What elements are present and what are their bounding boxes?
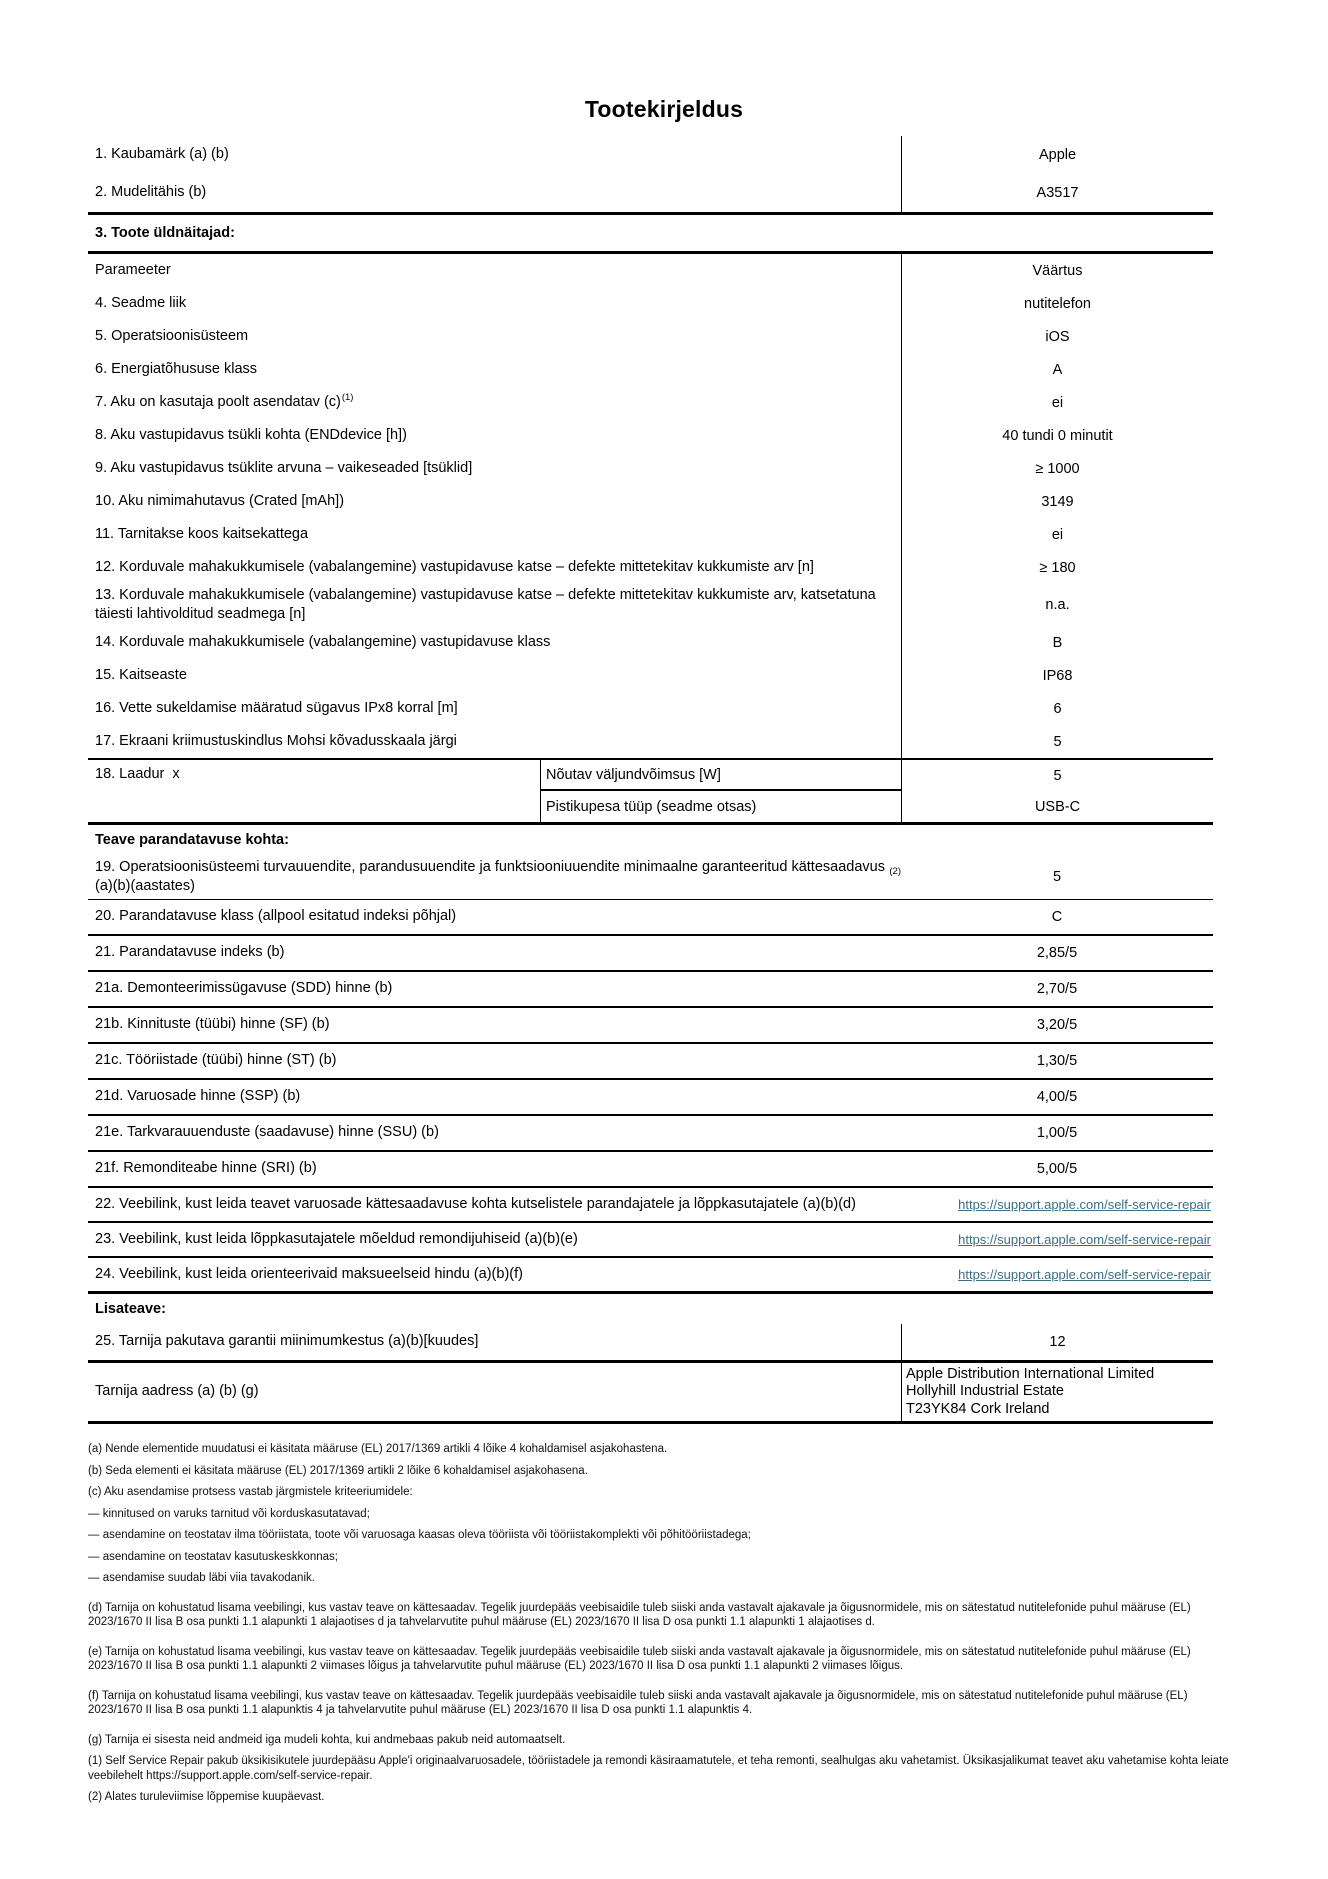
row-label: 1. Kaubamärk (a) (b) [95, 146, 229, 163]
address-line: T23YK84 Cork Ireland [906, 1400, 1050, 1417]
supplier-address [901, 1363, 1213, 1421]
footnote: (a) Nende elementide muudatusi ei käsitata määruse (EL) 2017/1369 artikli 4 lõike 4 kohaldamisel asjakohastena. [88, 1443, 668, 1455]
page-title: Tootekirjeldus [584, 96, 744, 122]
row-label: 9. Aku vastupidavus tsüklite arvuna – vaikeseaded [tsüklid] [95, 459, 473, 476]
column-header-value: Väärtus [901, 254, 1213, 287]
footnotes [88, 1442, 1240, 1805]
brand-model-block [88, 136, 1213, 215]
charger-subrow-label: Pistikupesa tüüp (seadme otsas) [540, 791, 901, 822]
footnote: (e) Tarnija on kohustatud lisama veebilingi, kus vastav teave on kättesaadav. Tegelik juurdepääs veebisaidile tuleb siiski anda vastavalt ajakavale ja õigusnormidele, mis on sätestatud nutitelefonide puhul määruse (EL) 2023/1670 II lisa B osa punkti 1.1 alapunkti 2 viimases lõigus ja tahvelarvutite puhul määruse (EL) 2023/1670 II lisa D osa punkti 1.1 alapunkti 2 viimases lõigus. [88, 1645, 1191, 1672]
row-label: 14. Korduvale mahakukkumisele (vabalangemine) vastupidavuse klass [95, 633, 551, 650]
table-row [88, 659, 1213, 692]
row-label: 18. Laadur x [95, 766, 180, 782]
row-value: 2,70/5 [1036, 981, 1078, 997]
row-label: 20. Parandatavuse klass (allpool esitatud indeksi põhjal) [95, 908, 457, 925]
row-label: 21f. Remonditeabe hinne (SRI) (b) [95, 1160, 317, 1177]
row-value: 1,30/5 [1036, 1053, 1078, 1069]
table-row [88, 485, 1213, 518]
address-line: Apple Distribution International Limited [906, 1365, 1155, 1382]
row-value: 5,00/5 [1036, 1161, 1078, 1177]
row-value: nutitelefon [901, 287, 1213, 320]
row-label: 17. Ekraani kriimustuskindlus Mohsi kõvadusskaala järgi [95, 732, 457, 749]
row-label: 16. Vette sukeldamise määratud sügavus IPx8 korral [m] [95, 699, 458, 716]
row-label: Tarnija aadress (a) (b) (g) [95, 1383, 259, 1400]
footnote-criterion: — asendamine on teostatav kasutuskeskkonnas; [88, 1550, 338, 1563]
row-value: iOS [901, 320, 1213, 353]
footnote: (g) Tarnija ei sisesta neid andmeid iga mudeli kohta, kui andmebaas pakub neid automaatselt. [88, 1733, 566, 1746]
row-label: 5. Operatsioonisüsteem [95, 327, 249, 344]
row-label: 8. Aku vastupidavus tsükli kohta (ENDdevice [h]) [95, 426, 407, 443]
footnote: (c) Aku asendamise protsess vastab järgmistele kriteeriumidele: [88, 1486, 413, 1498]
row-label: 24. Veebilink, kust leida orienteerivaid maksueelseid hindu (a)(b)(f) [95, 1265, 523, 1282]
row-value: IP68 [901, 659, 1213, 692]
table-row [88, 626, 1213, 659]
row-value: 3,20/5 [1036, 1017, 1078, 1033]
section-header-additional: Lisateave: [95, 1301, 166, 1317]
table-row [88, 855, 1213, 900]
row-value: 2,85/5 [1036, 945, 1078, 961]
row-value: ei [901, 518, 1213, 551]
repair-link[interactable]: https://support.apple.com/self-service-repair [958, 1267, 1211, 1282]
row-label: 25. Tarnija pakutava garantii miinimumkestus (a)(b)[kuudes] [95, 1333, 479, 1350]
table-row [88, 936, 1213, 972]
address-line: Hollyhill Industrial Estate [906, 1383, 1064, 1400]
table-row [88, 386, 1213, 419]
product-info-table [88, 136, 1213, 1424]
charger-subrow-value: 5 [901, 760, 1213, 791]
row-label: 21d. Varuosade hinne (SSP) (b) [95, 1088, 301, 1105]
charger-subrow-value: USB-C [901, 791, 1213, 822]
row-label: 23. Veebilink, kust leida lõppkasutajatele mõeldud remondijuhiseid (a)(b)(e) [95, 1230, 578, 1247]
row-label: 11. Tarnitakse koos kaitsekattega [95, 525, 309, 542]
row-value: 5 [1052, 869, 1062, 885]
table-row [88, 419, 1213, 452]
table-row [88, 174, 1213, 212]
table-row [88, 551, 1213, 584]
table-row [88, 353, 1213, 386]
row-value: Apple [901, 136, 1213, 174]
footnote: (1) Self Service Repair pakub üksikisikutele juurdepääsu Apple'i originaalvaruosadele, tööriistadele ja remondi käsiraamatutele, et teha remonti, sealhulgas aku vahetamist. Üksikasjalikumat teavet aku vahetamise kohta leiate veebilehelt https://support.apple.com/self-service-repair. [88, 1755, 1229, 1782]
row-label: 4. Seadme liik [95, 294, 187, 311]
row-value: 4,00/5 [1036, 1089, 1078, 1105]
table-row [88, 900, 1213, 936]
table-row [88, 1152, 1213, 1188]
row-value: ≥ 180 [901, 551, 1213, 584]
table-row [88, 1008, 1213, 1044]
row-value: 12 [901, 1324, 1213, 1360]
table-row [88, 584, 1213, 626]
table-row-link [88, 1223, 1213, 1258]
row-value: B [901, 626, 1213, 659]
row-value: n.a. [901, 584, 1213, 626]
row-label: 21. Parandatavuse indeks (b) [95, 944, 285, 961]
row-value: 6 [901, 692, 1213, 725]
row-label: 15. Kaitseaste [95, 666, 187, 683]
table-row [88, 1044, 1213, 1080]
footnote: (d) Tarnija on kohustatud lisama veebilingi, kus vastav teave on kättesaadav. Tegelik juurdepääs veebisaidile tuleb siiski anda vastavalt ajakavale ja õigusnormidele, mis on sätestatud nutitelefonide puhul määruse (EL) 2023/1670 II lisa B osa punkti 1.1 alapunkti 1 alajaotises d ja tahvelarvutite puhul määruse (EL) 2023/1670 II lisa D osa punkti 1.1 alapunkti 1 alajaotises d. [88, 1601, 1191, 1628]
row-label: 21e. Tarkvarauuenduste (saadavuse) hinne (SSU) (b) [95, 1124, 439, 1141]
table-row [88, 692, 1213, 725]
table-row-link [88, 1258, 1213, 1294]
repair-link[interactable]: https://support.apple.com/self-service-repair [958, 1232, 1211, 1247]
row-label: 21a. Demonteerimissügavuse (SDD) hinne (b) [95, 980, 393, 997]
row-label: 12. Korduvale mahakukkumisele (vabalangemine) vastupidavuse katse – defekte mittetekitav kukkumiste arv [n] [95, 558, 814, 575]
repair-link[interactable]: https://support.apple.com/self-service-repair [958, 1197, 1211, 1212]
row-value: 3149 [901, 485, 1213, 518]
row-value: C [1051, 909, 1063, 925]
row-value: ei [901, 386, 1213, 419]
section-header-general: 3. Toote üldnäitajad: [88, 215, 1213, 254]
row-label: 2. Mudelitähis (b) [95, 184, 207, 201]
row-label: 21c. Tööriistade (tüübi) hinne (ST) (b) [95, 1052, 337, 1069]
footnote: (b) Seda elementi ei käsitata määruse (EL) 2017/1369 artikli 2 lõike 6 kohaldamisel asjakohasena. [88, 1464, 588, 1477]
table-row [88, 1116, 1213, 1152]
row-label: 22. Veebilink, kust leida teavet varuosade kättesaadavuse kohta kutselistele parandajatele ja lõppkasutajatele (a)(b)(d) [95, 1195, 856, 1212]
footnote-criterion: — kinnitused on varuks tarnitud või korduskasutatavad; [88, 1507, 370, 1520]
row-value: 5 [901, 725, 1213, 758]
table-row-supplier-address [88, 1363, 1213, 1424]
row-label: 10. Aku nimimahutavus (Crated [mAh]) [95, 492, 345, 509]
section-header-repairability: Teave parandatavuse kohta: [95, 832, 289, 848]
table-row [88, 1080, 1213, 1116]
footnote: (2) Alates turuleviimise lõppemise kuupäevast. [88, 1791, 325, 1803]
row-label: 7. Aku on kasutaja poolt asendatav (c) (1) [95, 391, 354, 410]
charger-subrow-label: Nõutav väljundvõimsus [W] [540, 760, 901, 791]
row-value: A [901, 353, 1213, 386]
table-row-link [88, 1188, 1213, 1223]
footnote: (f) Tarnija on kohustatud lisama veebilingi, kus vastav teave on kättesaadav. Tegelik juurdepääs veebisaidile tuleb siiski anda vastavalt ajakavale ja õigusnormidele, mis on sätestatud nutitelefonide puhul määruse (EL) 2023/1670 II lisa B osa punkti 1.1 alapunktis 4 ja tahvelarvutite puhul määruse (EL) 2023/1670 II lisa D osa punkti 1.1 alapunktis 4. [88, 1689, 1188, 1716]
row-value: 1,00/5 [1036, 1125, 1078, 1141]
row-value: ≥ 1000 [901, 452, 1213, 485]
table-row [88, 972, 1213, 1008]
table-row [88, 1324, 1213, 1363]
table-row [88, 136, 1213, 174]
table-row-charger [88, 758, 1213, 825]
table-row [88, 452, 1213, 485]
row-value: A3517 [901, 174, 1213, 212]
row-label: 19. Operatsioonisüsteemi turvauuendite, parandusuuendite ja funktsiooniuuendite minimaalne garanteeritud kättesaadavus (a)(b)(aastates) (2) [95, 858, 901, 894]
footnote-criterion: — asendamise suudab läbi viia tavakodanik. [88, 1572, 315, 1584]
row-label: 21b. Kinnituste (tüübi) hinne (SF) (b) [95, 1016, 330, 1033]
row-label: 6. Energiatõhususe klass [95, 360, 258, 377]
table-row [88, 725, 1213, 758]
row-value: 40 tundi 0 minutit [901, 419, 1213, 452]
table-row [88, 518, 1213, 551]
table-header-row [88, 254, 1213, 287]
table-row [88, 287, 1213, 320]
row-label: 13. Korduvale mahakukkumisele (vabalangemine) vastupidavuse katse – defekte mittetekitav kukkumiste arv, katsetatuna täiesti lahtivolditud seadmega [n] [95, 586, 876, 622]
table-row [88, 320, 1213, 353]
footnote-criterion: — asendamine on teostatav ilma tööriistata, toote või varuosaga kaasas oleva tööriista või tööriistakomplekti või põhitööriistadega; [88, 1529, 751, 1541]
column-header-parameter: Parameeter [95, 261, 171, 278]
